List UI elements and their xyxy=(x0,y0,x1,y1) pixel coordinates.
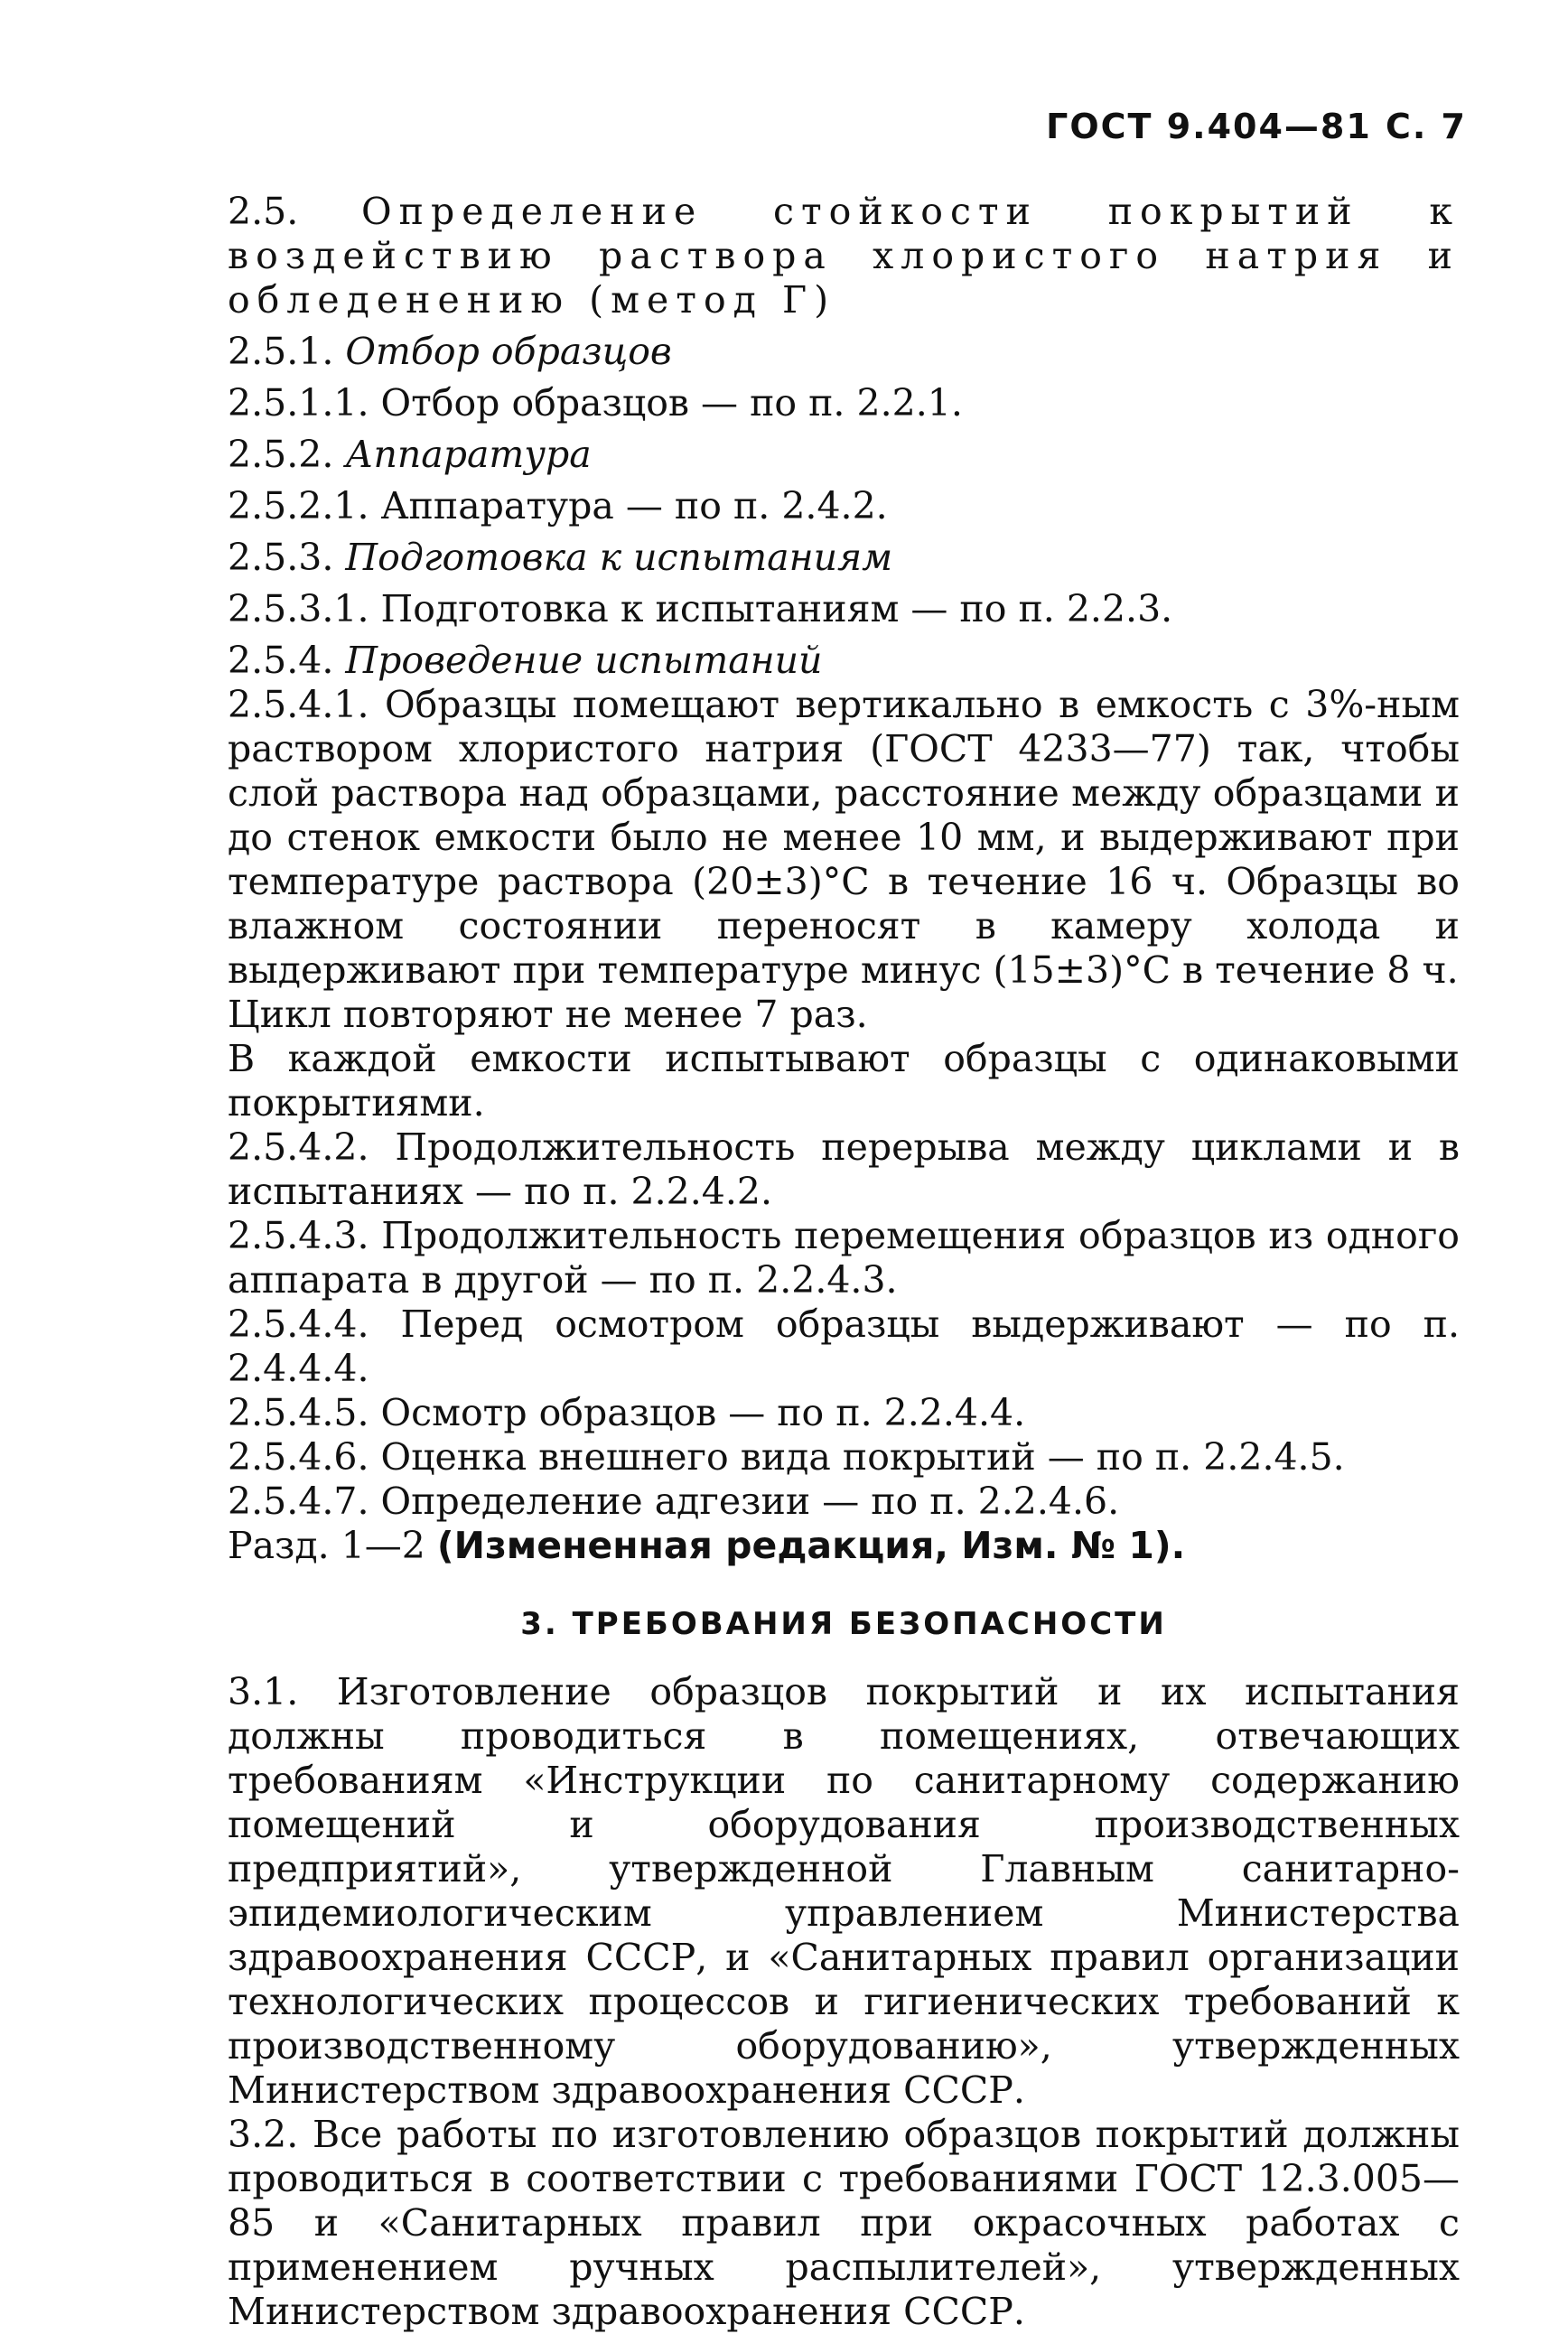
para-3-2: 3.2. Все работы по изготовлению образцов покрытий должны проводиться в соответствии с требованиями ГОСТ 12.3.005—85 и «Санитарных правил при окрасочных работах с применением ручных распылителей», утвержденных Министерством здравоохранения СССР. xyxy=(228,2113,1460,2333)
section-3-heading: 3. ТРЕБОВАНИЯ БЕЗОПАСНОСТИ xyxy=(520,1606,1167,1642)
section-2-5-number: 2.5. xyxy=(228,190,362,233)
para-2-5-4-1: 2.5.4.1. Образцы помещают вертикально в емкость с 3%-ным раствором хлористого натрия (ГОСТ 4233—77) так, чтобы слой раствора над образцами, расстояние между образцами и до стенок емкости было не менее 10 мм, и выдерживают при температуре раствора (20±3)°С в течение 16 ч. Образцы во влажном состоянии переносят в камеру холода и выдерживают при температуре минус (15±3)°С в течение 8 ч. xyxy=(228,683,1460,992)
para-2-5-4-7: 2.5.4.7. Определение адгезии — по п. 2.2.4.6. xyxy=(228,1480,1120,1523)
para-3-1: 3.1. Изготовление образцов покрытий и их испытания должны проводиться в помещениях, отвечающих требованиям «Инструкции по санитарному содержанию помещений и оборудования производственных предприятий», утвержденной Главным санитарно-эпидемиологическим управлением Министерства здравоохранения СССР, и «Санитарных правил организации технологических процессов и гигиенических требований к производственному оборудованию», утвержденных Министерством здравоохранения СССР. xyxy=(228,1670,1460,2112)
revision-note-prefix: Разд. 1—2 xyxy=(228,1524,437,1567)
revision-note-bold: (Измененная редакция, Изм. № 1). xyxy=(436,1524,1186,1567)
para-each-container: В каждой емкости испытывают образцы с одинаковыми покрытиями. xyxy=(228,1037,1460,1125)
para-2-5-4-6: 2.5.4.6. Оценка внешнего вида покрытий — по п. 2.2.4.5. xyxy=(228,1435,1345,1479)
section-2-5-4-number: 2.5.4. xyxy=(228,639,346,682)
document-body xyxy=(228,190,1460,2334)
section-2-5-2-number: 2.5.2. xyxy=(228,433,346,476)
section-2-5-3-title: Подготовка к испытаниям xyxy=(345,536,893,579)
section-2-5 xyxy=(228,190,1460,322)
para-2-5-1-1: 2.5.1.1. Отбор образцов — по п. 2.2.1. xyxy=(228,381,963,425)
para-cycle: Цикл повторяют не менее 7 раз. xyxy=(228,993,868,1036)
section-2-5-4 xyxy=(228,639,1460,683)
page-header: ГОСТ 9.404—81 С. 7 xyxy=(1046,107,1467,146)
section-2-5-4-title: Проведение испытаний xyxy=(345,639,823,682)
para-2-5-4-4: 2.5.4.4. Перед осмотром образцы выдерживают — по п. 2.4.4.4. xyxy=(228,1302,1460,1390)
section-2-5-1-number: 2.5.1. xyxy=(228,330,346,373)
section-2-5-2 xyxy=(228,433,1460,477)
section-2-5-1 xyxy=(228,330,1460,374)
para-2-5-4-2: 2.5.4.2. Продолжительность перерыва между циклами и в испытаниях — по п. 2.2.4.2. xyxy=(228,1125,1460,1213)
para-2-5-4-3: 2.5.4.3. Продолжительность перемещения образцов из одного аппарата в другой — по п. 2.2.4.3. xyxy=(228,1214,1460,1302)
revision-note xyxy=(228,1524,1460,1568)
section-2-5-2-title: Аппаратура xyxy=(345,433,592,476)
section-2-5-1-title: Отбор образцов xyxy=(345,330,672,373)
section-2-5-3 xyxy=(228,536,1460,580)
para-2-5-3-1: 2.5.3.1. Подготовка к испытаниям — по п. 2.2.3. xyxy=(228,587,1173,630)
para-2-5-2-1: 2.5.2.1. Аппаратура — по п. 2.4.2. xyxy=(228,484,888,527)
para-2-5-4-5: 2.5.4.5. Осмотр образцов — по п. 2.2.4.4. xyxy=(228,1391,1026,1434)
section-2-5-title: Определение стойкости покрытий к воздействию раствора хлористого натрия и обледенению (метод Г) xyxy=(228,190,1460,322)
section-2-5-3-number: 2.5.3. xyxy=(228,536,346,579)
